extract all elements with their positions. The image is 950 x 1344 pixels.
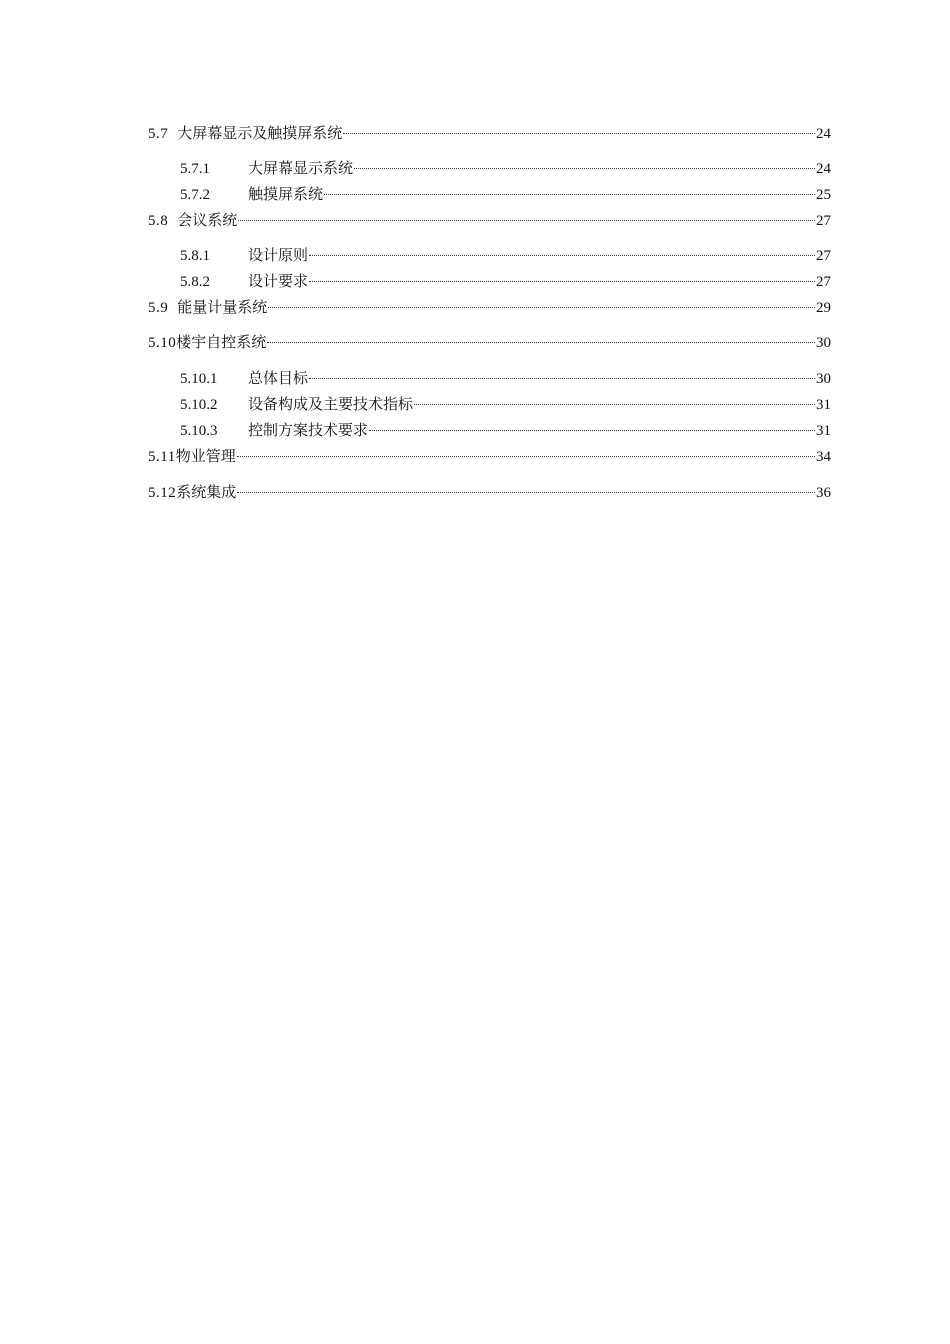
toc-entry-title: 物业管理 <box>175 447 236 465</box>
toc-entry-number: 5.7 <box>148 126 169 142</box>
dot-leader <box>309 361 815 383</box>
dot-leader <box>324 177 815 199</box>
dot-leader <box>237 475 815 497</box>
toc-entry-5-10-3[interactable] <box>180 413 831 439</box>
toc-entry-page: 27 <box>816 274 831 290</box>
toc-entry-number: 5.8 <box>148 213 169 229</box>
toc-entry-title: 设计要求 <box>248 272 309 290</box>
dot-leader <box>414 387 815 409</box>
toc-entry-title: 总体目标 <box>248 369 309 387</box>
dot-leader <box>237 439 815 461</box>
dot-leader <box>267 325 815 347</box>
toc-entry-page: 27 <box>816 248 831 264</box>
toc-entry-title: 楼宇自控系统 <box>176 333 267 351</box>
toc-entry-title: 触摸屏系统 <box>248 185 324 203</box>
toc-entry-5-9[interactable] <box>148 290 831 316</box>
toc-entry-title: 会议系统 <box>177 211 238 229</box>
dot-leader <box>309 264 815 286</box>
toc-entry-title: 大屏幕显示及触摸屏系统 <box>177 124 343 142</box>
toc-entry-5-10-2[interactable] <box>180 387 831 413</box>
toc-entry-number: 5.7.2 <box>180 187 210 203</box>
toc-entry-number: 5.10.2 <box>180 397 218 413</box>
dot-leader <box>238 203 815 225</box>
toc-entry-number: 5.8.2 <box>180 274 210 290</box>
toc-entry-5-12[interactable] <box>148 475 831 501</box>
toc-entry-page: 31 <box>816 423 831 439</box>
toc-entry-page: 30 <box>816 371 831 387</box>
toc-entry-5-10-1[interactable] <box>180 361 831 387</box>
toc-entry-number: 5.11 <box>148 449 176 465</box>
dot-leader <box>309 238 815 260</box>
toc-entry-number: 5.12 <box>148 485 177 501</box>
toc-entry-5-7-2[interactable] <box>180 177 831 203</box>
toc-entry-number: 5.9 <box>148 300 169 316</box>
toc-entry-title: 设计原则 <box>248 246 309 264</box>
toc-entry-page: 30 <box>816 335 831 351</box>
toc-entry-page: 24 <box>816 161 831 177</box>
toc-entry-5-7-1[interactable] <box>180 151 831 177</box>
toc-entry-number: 5.8.1 <box>180 248 210 264</box>
toc-entry-page: 29 <box>816 300 831 316</box>
toc-entry-page: 31 <box>816 397 831 413</box>
toc-entry-number: 5.7.1 <box>180 161 210 177</box>
toc-entry-5-11[interactable] <box>148 439 831 465</box>
toc-entry-number: 5.10.3 <box>180 423 218 439</box>
dot-leader <box>343 116 815 138</box>
toc-entry-5-8[interactable] <box>148 203 831 229</box>
toc-entry-page: 25 <box>816 187 831 203</box>
toc-entry-5-10[interactable] <box>148 325 831 351</box>
toc-entry-title: 系统集成 <box>176 483 237 501</box>
toc-entry-page: 34 <box>816 449 831 465</box>
toc-entry-5-8-1[interactable] <box>180 238 831 264</box>
toc-entry-title: 控制方案技术要求 <box>248 421 369 439</box>
toc-entry-number: 5.10.1 <box>180 371 218 387</box>
dot-leader <box>354 151 815 173</box>
toc-entry-title: 设备构成及主要技术指标 <box>248 395 414 413</box>
toc-entry-number: 5.10 <box>148 335 177 351</box>
toc-entry-title: 大屏幕显示系统 <box>248 159 354 177</box>
dot-leader <box>268 290 815 312</box>
toc-entry-5-7[interactable] <box>148 116 831 142</box>
toc-entry-title: 能量计量系统 <box>177 298 268 316</box>
toc-entry-page: 24 <box>816 126 831 142</box>
toc-entry-5-8-2[interactable] <box>180 264 831 290</box>
dot-leader <box>369 413 815 435</box>
toc-entry-page: 36 <box>816 485 831 501</box>
toc-entry-page: 27 <box>816 213 831 229</box>
